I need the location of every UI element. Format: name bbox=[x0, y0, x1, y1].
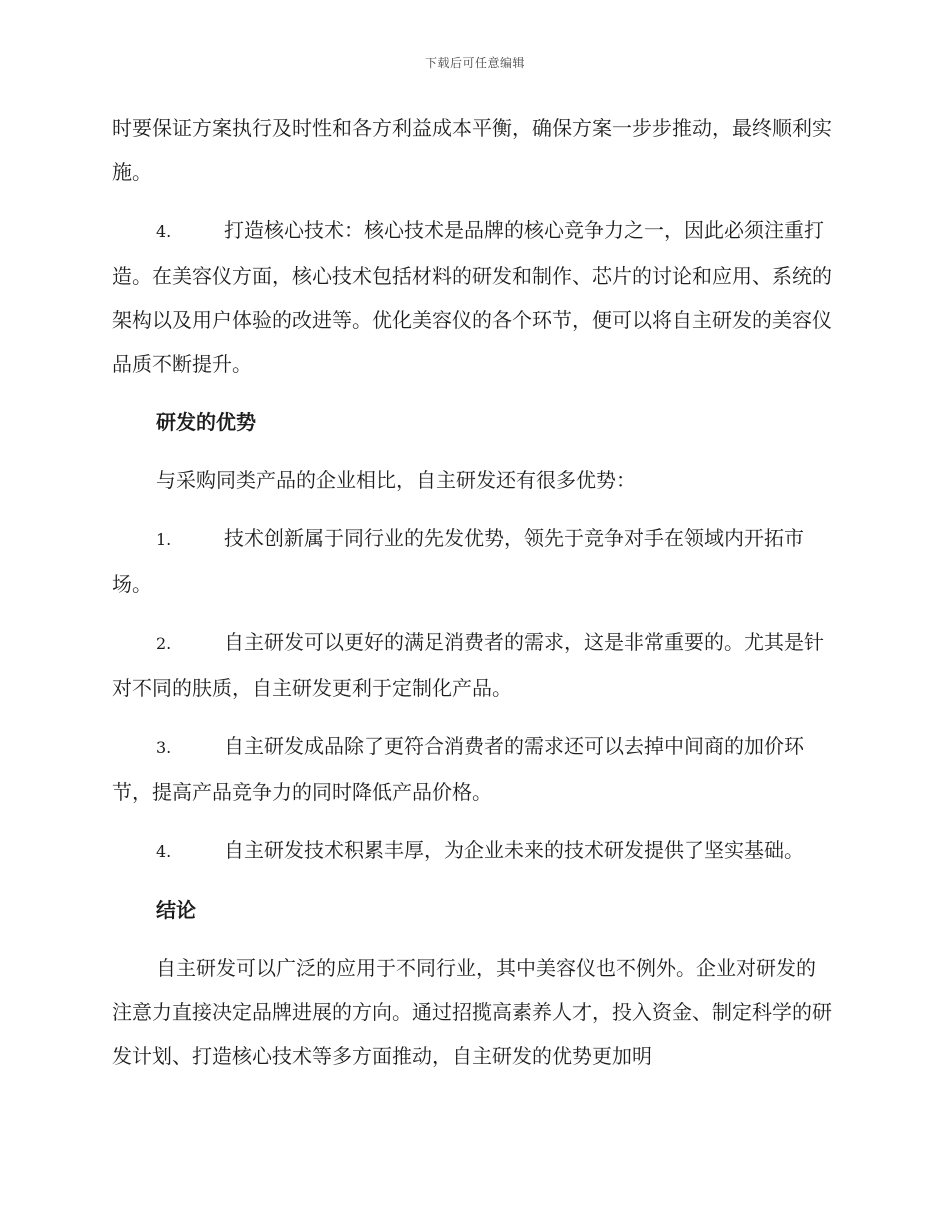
list-text: 技术创新属于同行业的先发优势，领先于竞争对手在领域内开拓市场。 bbox=[112, 526, 804, 596]
list-text: 自主研发可以更好的满足消费者的需求，这是非常重要的。尤其是针对不同的肤质，自主研发更利于定制化产品。 bbox=[112, 630, 824, 700]
section-heading-advantages: 研发的优势 bbox=[156, 410, 256, 434]
list-text: 打造核心技术：核心技术是品牌的核心竞争力之一，因此必须注重打造。在美容仪方面，核心技术包括材料的研发和制作、芯片的讨论和应用、系统的架构以及用户体验的改进等。优化美容仪的各个环节，便可以将自主研发的美容仪品质不断提升。 bbox=[112, 218, 832, 376]
document-body bbox=[112, 106, 832, 1092]
list-item-core-tech bbox=[112, 208, 832, 386]
list-item bbox=[112, 620, 832, 710]
list-number: 2. bbox=[156, 634, 172, 653]
section-heading-conclusion: 结论 bbox=[156, 898, 196, 922]
list-item bbox=[112, 828, 832, 874]
list-text: 自主研发技术积累丰厚，为企业未来的技术研发提供了坚实基础。 bbox=[224, 838, 804, 862]
list-text: 自主研发成品除了更符合消费者的需求还可以去掉中间商的加价环节，提高产品竞争力的同时降低产品价格。 bbox=[112, 734, 804, 804]
list-item bbox=[112, 724, 832, 814]
list-item bbox=[112, 516, 832, 606]
page-header: 下载后可任意编辑 bbox=[424, 56, 525, 70]
conclusion-paragraph: 自主研发可以广泛的应用于不同行业，其中美容仪也不例外。企业对研发的注意力直接决定品牌进展的方向。通过招揽高素养人才，投入资金、制定科学的研发计划、打造核心技术等多方面推动，自主研发的优势更加明 bbox=[112, 956, 832, 1068]
list-number: 4. bbox=[156, 842, 172, 861]
list-number: 4. bbox=[156, 222, 172, 241]
advantages-intro: 与采购同类产品的企业相比，自主研发还有很多优势： bbox=[156, 468, 636, 492]
list-number: 1. bbox=[156, 530, 172, 549]
list-number: 3. bbox=[156, 738, 172, 757]
paragraph-continuation: 时要保证方案执行及时性和各方利益成本平衡，确保方案一步步推动，最终顺利实施。 bbox=[112, 116, 832, 184]
